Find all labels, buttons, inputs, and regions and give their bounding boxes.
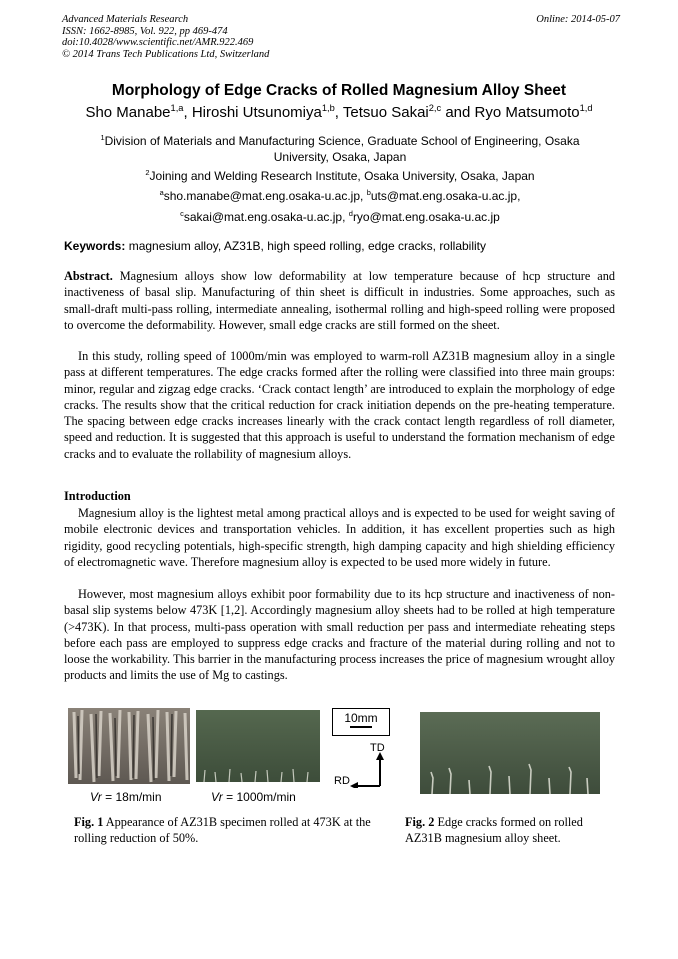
email-sup: a [159, 188, 164, 197]
vr-value: = 1000m/min [222, 790, 296, 804]
figure-1-label: Fig. 1 [74, 815, 104, 829]
affiliation-2-text: Joining and Welding Research Institute, Osaka University, Osaka, Japan [149, 169, 535, 183]
affiliation-sup: 2 [145, 168, 150, 177]
vr-symbol: Vr [211, 790, 223, 804]
author-sup: 1,d [579, 103, 593, 113]
email-b: uts@mat.eng.osaka-u.ac.jp, [370, 189, 521, 203]
rd-label: RD [334, 775, 350, 787]
intro-paragraph-2: However, most magnesium alloys exhibit poor formability due to its hcp structure and inactiveness of non-basal slip systems below 473K [1,2]. Accordingly magnesium alloy sheets had to be rolled at high temperature (>473K). In that process, multi-pass operation with small reduction per pass and intermediate reheating steps before each pass are employed to suppress edge cracks and fracture of the material during rolling and not to loose the workability. This barrier in the manufacturing process increases the price of magnesium wrought alloy products and limits the use of Mg to castings. [64, 587, 615, 683]
vr-18-label [90, 790, 162, 804]
issn-line: ISSN: 1662-8985, Vol. 922, pp 469-474 [62, 25, 228, 37]
journal-name: Advanced Materials Research [62, 14, 189, 25]
affiliation-2 [70, 168, 610, 184]
td-label: TD [370, 742, 385, 754]
abstract-label: Abstract. [64, 269, 113, 283]
intro-paragraph-1: Magnesium alloy is the lightest metal among practical alloys and is expected to be used for weight saving of mobile electronic devices and transportation vehicles. In addition, it has excellent properties such as high rigidity, good recycling potentials, high-specific strength, high damping capacity and high shielding efficiency of electromagnetic wave. Therefore magnesium alloy is expected to be used more widely in future. [64, 506, 615, 569]
author-name: Ryo Matsumoto [474, 104, 580, 121]
keywords [64, 239, 616, 253]
author-sup: 1,b [321, 103, 335, 113]
affiliation-1 [70, 133, 610, 165]
scale-bar-label: 10mm [344, 711, 378, 725]
figure-2-label: Fig. 2 [405, 815, 435, 829]
author-list: Sho Manabe$^{1,a}$, Hiroshi Utsunomiya$^{1,b}$, Tetsuo Sakai$^{2,c}$ and Ryo Matsumoto$^{1,d}$ [85, 103, 593, 121]
email-line-1 [70, 188, 610, 204]
figure-1-caption [74, 815, 389, 846]
keywords-text: magnesium alloy, AZ31B, high speed rolling, edge cracks, rollability [128, 239, 486, 253]
vr-1000-label [211, 790, 296, 804]
affiliation-1-line1: Division of Materials and Manufacturing Science, Graduate School of Engineering, Osaka [104, 134, 580, 148]
email-c: sakai@mat.eng.osaka-u.ac.jp, [183, 210, 346, 224]
author-sup: 1,a [170, 103, 184, 113]
email-d: ryo@mat.eng.osaka-u.ac.jp [352, 210, 500, 224]
figure-2-text: Edge cracks formed on rolled AZ31B magnesium alloy sheet. [405, 815, 583, 845]
copyright-line: © 2014 Trans Tech Publications Ltd, Switzerland [62, 48, 270, 60]
photo-vr-1000 [196, 710, 320, 782]
vr-symbol: Vr [90, 790, 102, 804]
email-sup: b [366, 188, 371, 197]
scale-bar-box [332, 708, 390, 736]
email-a: sho.manabe@mat.eng.osaka-u.ac.jp, [163, 189, 364, 203]
photo-edge-cracks [420, 712, 600, 794]
photo-vr-18 [68, 708, 190, 784]
email-sup: c [180, 209, 184, 218]
paper-title: Morphology of Edge Cracks of Rolled Magnesium Alloy Sheet [111, 82, 567, 99]
section-heading-introduction: Introduction [64, 489, 131, 503]
keywords-label: Keywords: [64, 239, 126, 253]
vr-value: = 18m/min [101, 790, 162, 804]
online-date: Online: 2014-05-07 [536, 14, 620, 25]
abstract-paragraph-2: In this study, rolling speed of 1000m/min was employed to warm-roll AZ31B magnesium alloy in a single pass at different temperatures. The edge cracks formed after the rolling were classified into three main groups: minor, regular and zigzag edge cracks. ‘Crack contact length’ are introduced to explain the morphology of edge cracks. The results show that the critical reduction for crack initiation depends on the pre-heating temperature. The spacing between edge cracks increases linearly with the crack contact length regardless of roll diameter, speed and reduction. It is suggested that this approach is useful to understand the formation mechanism of edge cracks and to evaluate the rollability of magnesium alloys. [64, 349, 615, 461]
abstract-text-1: Magnesium alloys show low deformability at low temperature because of hcp structure and inactiveness of basal slip. Manufacturing of thin sheet is difficult in industries. Some approaches, such as small-draft multi-pass rolling, intermediate annealing, isothermal rolling and high-speed rolling were proposed to overcome the deformability. However, small edge cracks are still formed on the sheet. [64, 269, 616, 332]
doi-line: doi:10.4028/www.scientific.net/AMR.922.469 [62, 37, 254, 48]
figure-1-text: Appearance of AZ31B specimen rolled at 473K at the rolling reduction of 50%. [74, 815, 371, 845]
abstract-paragraph-1 [64, 268, 615, 333]
email-sup: d [348, 209, 353, 218]
figure-2-caption [405, 815, 615, 846]
author-sup: 2,c [428, 103, 442, 113]
page-header [62, 14, 620, 60]
email-line-2 [70, 209, 610, 225]
affiliation-sup: 1 [100, 133, 105, 142]
author-name: Hiroshi Utsunomiya [191, 104, 322, 121]
author-name: Tetsuo Sakai [342, 104, 429, 121]
affiliation-1-line2: University, Osaka, Japan [273, 150, 407, 164]
author-name: Sho Manabe [85, 104, 171, 121]
direction-arrows-icon [350, 752, 390, 788]
scale-bar-line [350, 726, 372, 728]
